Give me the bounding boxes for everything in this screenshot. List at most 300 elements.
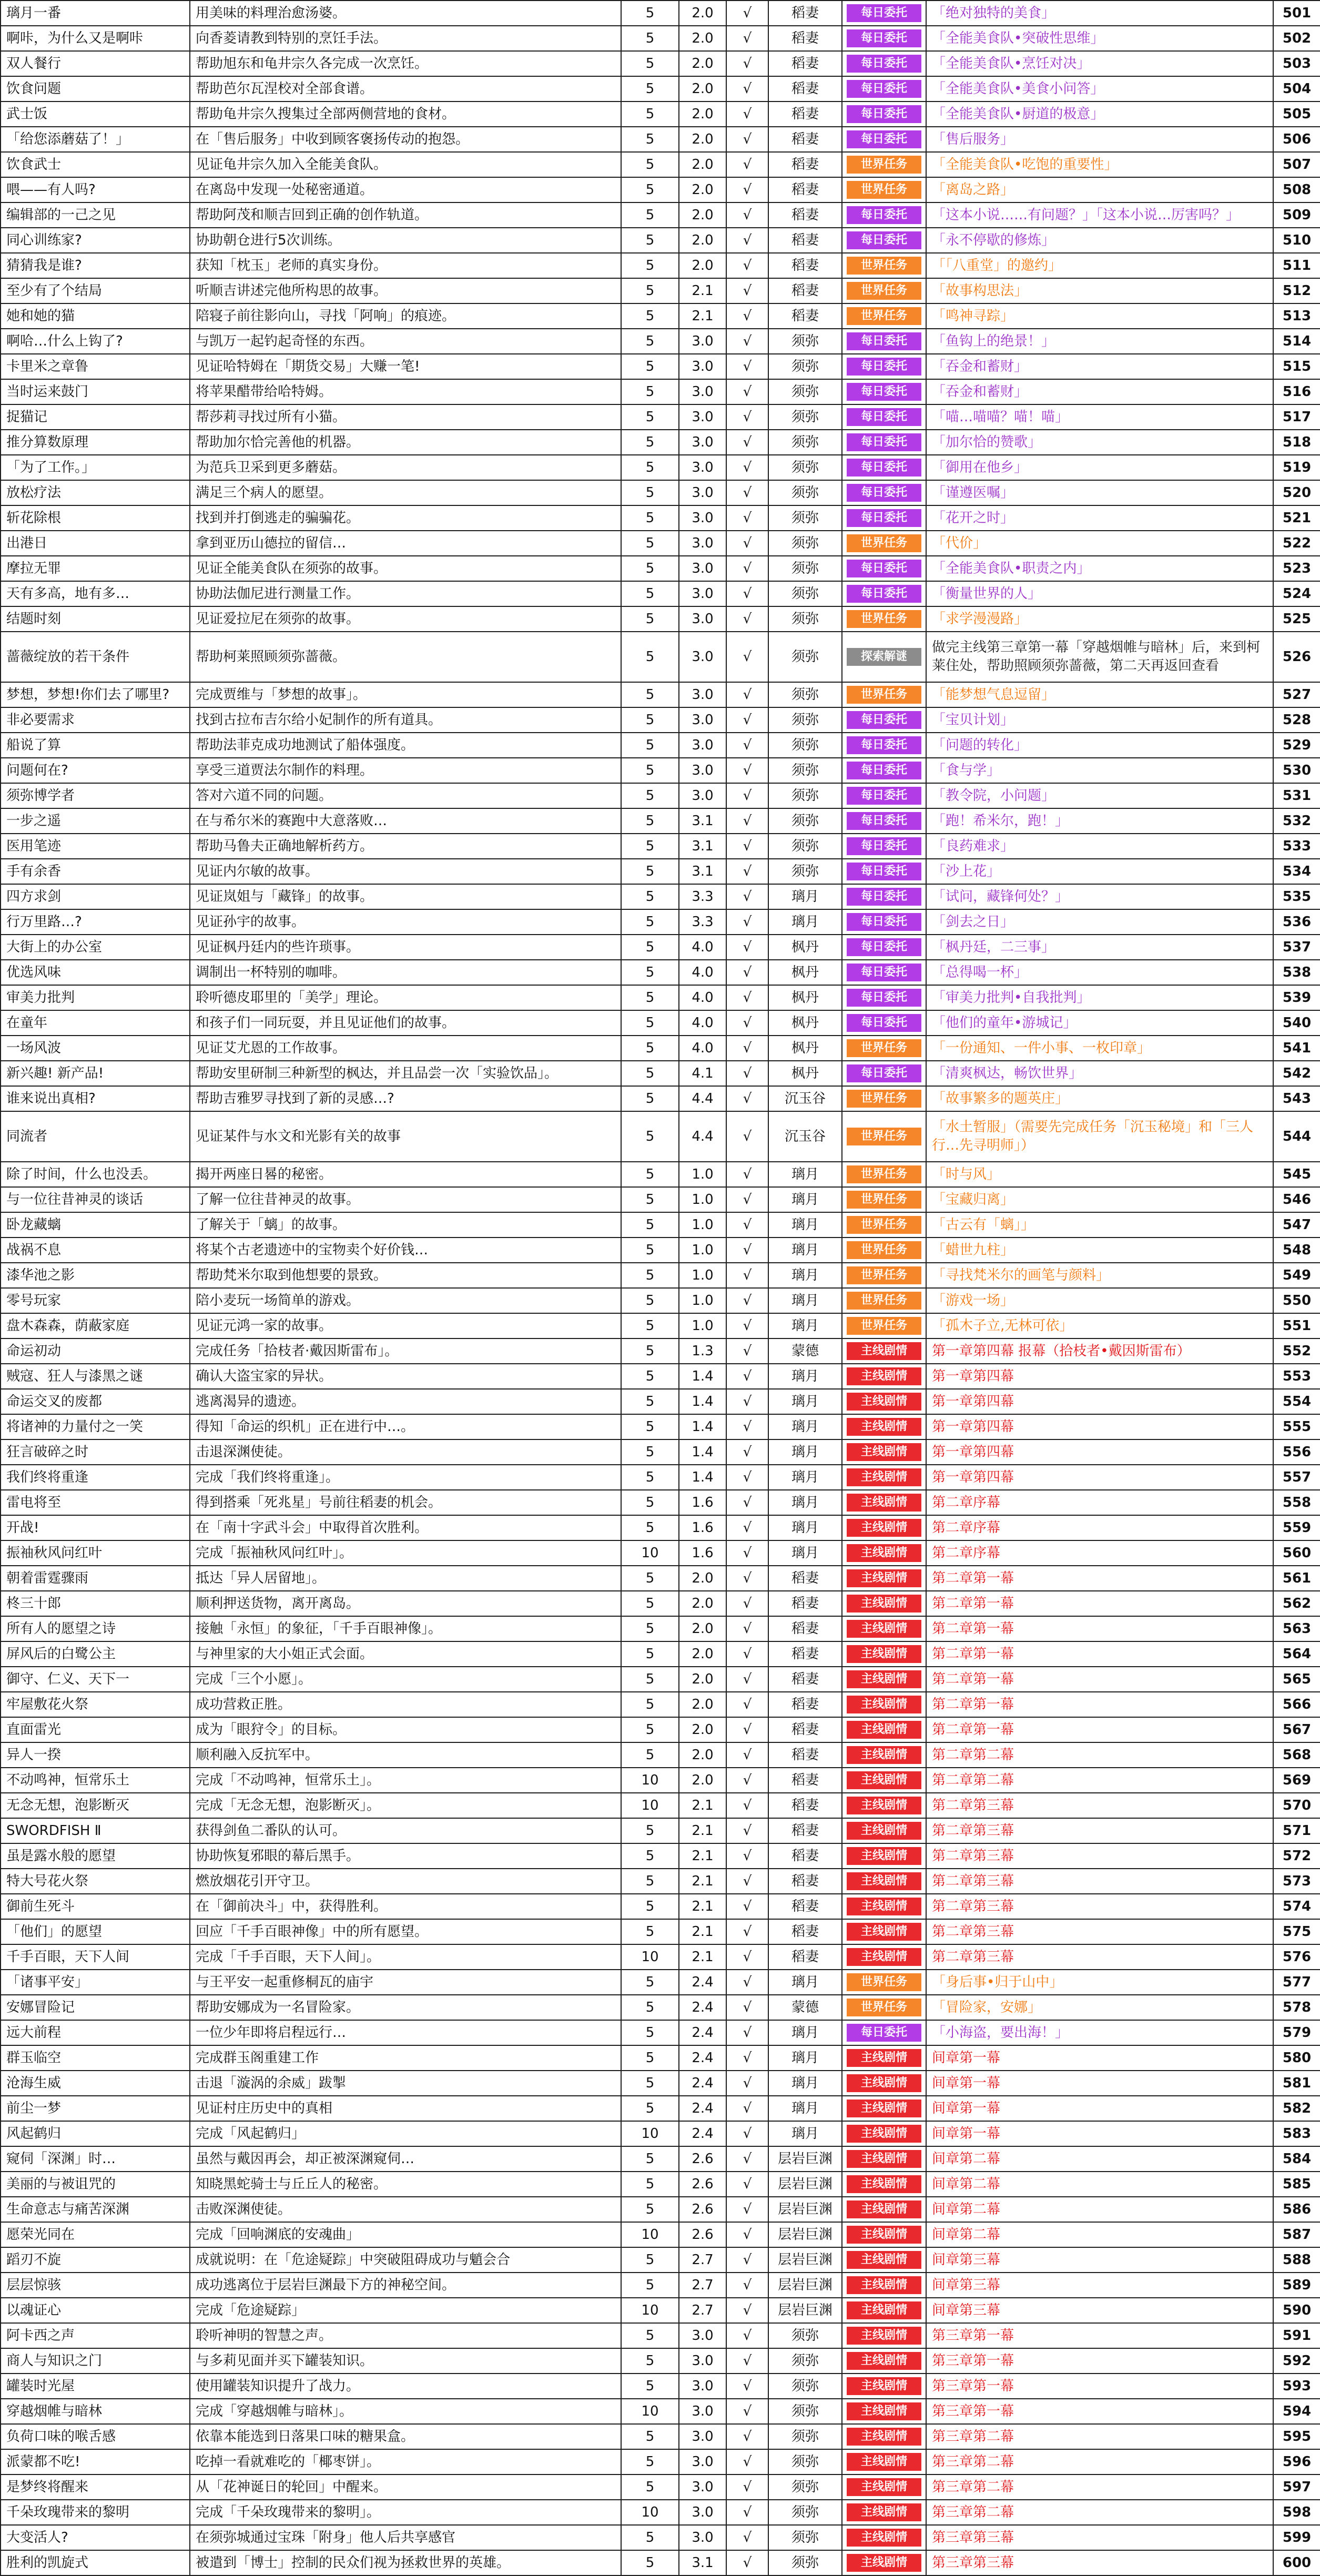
game-version: 2.6: [679, 2146, 726, 2172]
task-name: 「全能美食队•厨道的极意」: [926, 102, 1273, 127]
achievement-name: 四方求剑: [1, 884, 190, 909]
achievement-number: 570: [1273, 1793, 1320, 1818]
completed-check: √: [726, 1439, 768, 1465]
task-type-cell: [842, 2323, 926, 2348]
completed-check: √: [726, 2146, 768, 2172]
achievement-description: 完成「回响渊底的安魂曲」: [190, 2222, 621, 2247]
task-type-cell: [842, 1036, 926, 1061]
game-version: 3.0: [679, 404, 726, 430]
achievement-number: 573: [1273, 1869, 1320, 1894]
task-type-cell: [842, 455, 926, 480]
region: 须弥: [768, 2525, 842, 2550]
primogem-reward: 5: [621, 2247, 679, 2273]
primogem-reward: 5: [621, 1667, 679, 1692]
achievement-number: 578: [1273, 1995, 1320, 2020]
achievement-name: 窥伺「深渊」时…: [1, 2146, 190, 2172]
game-version: 2.6: [679, 2172, 726, 2197]
game-version: 3.0: [679, 505, 726, 531]
achievement-number: 526: [1273, 632, 1320, 682]
game-version: 2.0: [679, 127, 726, 152]
game-version: 2.0: [679, 1667, 726, 1692]
table-row: [1, 2045, 1320, 2071]
table-row: [1, 1869, 1320, 1894]
completed-check: √: [726, 2550, 768, 2575]
achievement-description: 顺利押送货物，离开离岛。: [190, 1591, 621, 1616]
achievement-description: 见证孙宇的故事。: [190, 909, 621, 935]
achievement-number: 539: [1273, 985, 1320, 1010]
table-row: [1, 1843, 1320, 1869]
achievement-number: 536: [1273, 909, 1320, 935]
table-row: [1, 127, 1320, 152]
region: 稻妻: [768, 1768, 842, 1793]
task-type-cell: [842, 834, 926, 859]
table-row: [1, 1742, 1320, 1768]
achievement-description: 完成「振袖秋风问红叶」。: [190, 1540, 621, 1566]
primogem-reward: 5: [621, 1238, 679, 1263]
game-version: 3.0: [679, 2500, 726, 2525]
game-version: 2.0: [679, 1742, 726, 1768]
completed-check: √: [726, 1641, 768, 1667]
task-name: 「代价」: [926, 531, 1273, 556]
completed-check: √: [726, 2374, 768, 2399]
task-name: 第三章第二幕: [926, 2500, 1273, 2525]
region: 璃月: [768, 1364, 842, 1389]
primogem-reward: 5: [621, 354, 679, 379]
task-type-badge: 主线剧情: [847, 1948, 921, 1966]
task-type-cell: [842, 1061, 926, 1086]
achievement-description: 帮助柯莱照顾须弥蔷薇。: [190, 632, 621, 682]
achievement-description: 帮助旭东和龟井宗久各完成一次烹饪。: [190, 51, 621, 76]
table-row: [1, 102, 1320, 127]
task-name: 「沙上花」: [926, 859, 1273, 884]
region: 枫丹: [768, 985, 842, 1010]
region: 稻妻: [768, 51, 842, 76]
completed-check: √: [726, 960, 768, 985]
primogem-reward: 5: [621, 253, 679, 278]
task-name: 第三章第三幕: [926, 2525, 1273, 2550]
achievement-name: 她和她的猫: [1, 303, 190, 329]
primogem-reward: 5: [621, 1414, 679, 1439]
achievement-number: 517: [1273, 404, 1320, 430]
achievement-number: 509: [1273, 202, 1320, 228]
task-type-cell: [842, 26, 926, 51]
primogem-reward: 5: [621, 1086, 679, 1111]
achievement-name: 以魂证心: [1, 2298, 190, 2323]
game-version: 3.3: [679, 909, 726, 935]
task-name: 第三章第二幕: [926, 2449, 1273, 2474]
achievement-description: 调制出一杯特别的咖啡。: [190, 960, 621, 985]
table-row: [1, 228, 1320, 253]
achievement-name: 除了时间，什么也没丢。: [1, 1162, 190, 1187]
region: 璃月: [768, 2045, 842, 2071]
achievement-number: 534: [1273, 859, 1320, 884]
game-version: 1.4: [679, 1439, 726, 1465]
table-row: [1, 2222, 1320, 2247]
primogem-reward: 5: [621, 1490, 679, 1515]
task-type-cell: [842, 632, 926, 682]
task-type-cell: [842, 1591, 926, 1616]
achievement-number: 556: [1273, 1439, 1320, 1465]
completed-check: √: [726, 2222, 768, 2247]
primogem-reward: 5: [621, 480, 679, 505]
achievement-name: 美丽的与被诅咒的: [1, 2172, 190, 2197]
game-version: 2.6: [679, 2222, 726, 2247]
task-type-badge: 主线剧情: [847, 2301, 921, 2319]
primogem-reward: 5: [621, 1288, 679, 1313]
task-type-badge: 每日委托: [847, 1014, 921, 1032]
task-name: 第二章序幕: [926, 1515, 1273, 1540]
achievement-name: 「诸事平安」: [1, 1970, 190, 1995]
table-row: [1, 1919, 1320, 1944]
achievement-name: 饮食武士: [1, 152, 190, 177]
achievement-number: 596: [1273, 2449, 1320, 2474]
table-row: [1, 1970, 1320, 1995]
task-name: 「问题的转化」: [926, 733, 1273, 758]
game-version: 4.0: [679, 960, 726, 985]
completed-check: √: [726, 177, 768, 202]
primogem-reward: 10: [621, 1768, 679, 1793]
completed-check: √: [726, 76, 768, 102]
game-version: 2.7: [679, 2273, 726, 2298]
achievement-description: 成就说明：在「危途疑踪」中突破阻碍成功与魈会合: [190, 2247, 621, 2273]
table-row: [1, 253, 1320, 278]
achievement-number: 542: [1273, 1061, 1320, 1086]
achievement-description: 拿到亚历山德拉的留信…: [190, 531, 621, 556]
region: 稻妻: [768, 1566, 842, 1591]
game-version: 1.6: [679, 1540, 726, 1566]
game-version: 3.1: [679, 808, 726, 834]
region: 璃月: [768, 1439, 842, 1465]
primogem-reward: 5: [621, 1641, 679, 1667]
game-version: 2.0: [679, 152, 726, 177]
achievement-name: 天有多高，地有多…: [1, 581, 190, 606]
task-type-badge: 主线剧情: [847, 1595, 921, 1612]
task-type-cell: [842, 2550, 926, 2575]
task-type-cell: [842, 909, 926, 935]
task-type-cell: [842, 707, 926, 733]
primogem-reward: 5: [621, 1162, 679, 1187]
achievement-name: 将诸神的力量付之一笑: [1, 1414, 190, 1439]
task-type-badge: 世界任务: [847, 1165, 921, 1183]
achievement-number: 591: [1273, 2323, 1320, 2348]
task-type-badge: 每日委托: [847, 837, 921, 855]
completed-check: √: [726, 1338, 768, 1364]
game-version: 2.1: [679, 1894, 726, 1919]
achievement-description: 接触「永恒」的象征，「千手百眼神像」。: [190, 1616, 621, 1641]
task-type-cell: [842, 2525, 926, 2550]
task-type-badge: 每日委托: [847, 938, 921, 956]
table-row: [1, 1263, 1320, 1288]
game-version: 2.1: [679, 1793, 726, 1818]
achievement-name: 群玉临空: [1, 2045, 190, 2071]
primogem-reward: 10: [621, 1540, 679, 1566]
completed-check: √: [726, 228, 768, 253]
task-name: 「宝藏归离」: [926, 1187, 1273, 1212]
completed-check: √: [726, 2348, 768, 2374]
task-type-cell: [842, 404, 926, 430]
achievement-description: 完成「千手百眼，天下人间」。: [190, 1944, 621, 1970]
region: 稻妻: [768, 102, 842, 127]
achievement-name: 大变活人?: [1, 2525, 190, 2550]
primogem-reward: 10: [621, 1944, 679, 1970]
completed-check: √: [726, 531, 768, 556]
game-version: 2.0: [679, 1566, 726, 1591]
game-version: 3.0: [679, 581, 726, 606]
task-name: 第一章第四幕: [926, 1389, 1273, 1414]
task-name: 「这本小说……有问题？」「这本小说…厉害吗？」: [926, 202, 1273, 228]
achievement-description: 使用罐装知识提升了战力。: [190, 2374, 621, 2399]
achievement-name: 一步之遥: [1, 808, 190, 834]
region: 璃月: [768, 1465, 842, 1490]
region: 须弥: [768, 2449, 842, 2474]
task-type-cell: [842, 1717, 926, 1742]
achievement-description: 帮助法菲克成功地测试了船体强度。: [190, 733, 621, 758]
task-name: 第二章第二幕: [926, 1742, 1273, 1768]
achievement-name: 千手百眼，天下人间: [1, 1944, 190, 1970]
region: 稻妻: [768, 1717, 842, 1742]
primogem-reward: 5: [621, 935, 679, 960]
task-name: 「故事构思法」: [926, 278, 1273, 303]
achievement-number: 581: [1273, 2071, 1320, 2096]
task-type-badge: 世界任务: [847, 1317, 921, 1335]
completed-check: √: [726, 1465, 768, 1490]
table-row: [1, 430, 1320, 455]
achievement-number: 580: [1273, 2045, 1320, 2071]
completed-check: √: [726, 152, 768, 177]
completed-check: √: [726, 2424, 768, 2449]
region: 稻妻: [768, 278, 842, 303]
region: 须弥: [768, 505, 842, 531]
completed-check: √: [726, 783, 768, 808]
achievement-name: 审美力批判: [1, 985, 190, 1010]
achievement-name: 所有人的愿望之诗: [1, 1616, 190, 1641]
primogem-reward: 5: [621, 2374, 679, 2399]
game-version: 2.0: [679, 1591, 726, 1616]
task-type-cell: [842, 1010, 926, 1036]
task-type-badge: 每日委托: [847, 130, 921, 148]
task-type-badge: 每日委托: [847, 1064, 921, 1082]
task-type-badge: 主线剧情: [847, 2200, 921, 2218]
completed-check: √: [726, 1036, 768, 1061]
achievement-name: 编辑部的一己之见: [1, 202, 190, 228]
achievement-description: 完成任务「拾枝者·戴因斯雷布」。: [190, 1338, 621, 1364]
achievement-description: 满足三个病人的愿望。: [190, 480, 621, 505]
primogem-reward: 5: [621, 127, 679, 152]
task-name: 「宝贝计划」: [926, 707, 1273, 733]
table-row: [1, 1465, 1320, 1490]
primogem-reward: 5: [621, 884, 679, 909]
game-version: 2.4: [679, 2020, 726, 2045]
achievement-description: 得知「命运的织机」正在进行中…。: [190, 1414, 621, 1439]
achievement-description: 见证爱拉尼在须弥的故事。: [190, 606, 621, 632]
task-type-badge: 每日委托: [847, 332, 921, 350]
primogem-reward: 5: [621, 2424, 679, 2449]
achievement-description: 完成群玉阁重建工作: [190, 2045, 621, 2071]
task-type-badge: 主线剧情: [847, 1569, 921, 1587]
task-type-cell: [842, 1667, 926, 1692]
region: 须弥: [768, 430, 842, 455]
region: 须弥: [768, 682, 842, 707]
task-type-cell: [842, 1490, 926, 1515]
completed-check: √: [726, 1919, 768, 1944]
completed-check: √: [726, 1616, 768, 1641]
achievement-description: 见证艾尤恩的工作故事。: [190, 1036, 621, 1061]
achievement-number: 537: [1273, 935, 1320, 960]
task-type-cell: [842, 1364, 926, 1389]
task-name: 间章第一幕: [926, 2045, 1273, 2071]
region: 稻妻: [768, 26, 842, 51]
region: 璃月: [768, 2071, 842, 2096]
achievement-description: 得到搭乘「死兆星」号前往稻妻的机会。: [190, 1490, 621, 1515]
task-type-cell: [842, 935, 926, 960]
table-row: [1, 1717, 1320, 1742]
table-row: [1, 808, 1320, 834]
game-version: 1.0: [679, 1288, 726, 1313]
task-name: 「售后服务」: [926, 127, 1273, 152]
primogem-reward: 5: [621, 102, 679, 127]
table-row: [1, 76, 1320, 102]
task-type-badge: 每日委托: [847, 585, 921, 603]
task-type-badge: 每日委托: [847, 913, 921, 931]
task-name: 「时与风」: [926, 1162, 1273, 1187]
task-type-badge: 主线剧情: [847, 2074, 921, 2092]
achievement-number: 590: [1273, 2298, 1320, 2323]
achievement-description: 帮助加尔恰完善他的机器。: [190, 430, 621, 455]
game-version: 2.7: [679, 2298, 726, 2323]
task-type-badge: 主线剧情: [847, 2529, 921, 2547]
primogem-reward: 5: [621, 733, 679, 758]
game-version: 2.6: [679, 2197, 726, 2222]
task-name: 「水土暂服」（需要先完成任务「沉玉秘境」和「三人行…先寻明师」）: [926, 1111, 1273, 1162]
table-row: [1, 1061, 1320, 1086]
completed-check: √: [726, 51, 768, 76]
achievement-number: 555: [1273, 1414, 1320, 1439]
task-type-badge: 每日委托: [847, 358, 921, 376]
achievement-number: 574: [1273, 1894, 1320, 1919]
achievement-number: 521: [1273, 505, 1320, 531]
achievement-number: 511: [1273, 253, 1320, 278]
completed-check: √: [726, 2020, 768, 2045]
completed-check: √: [726, 1540, 768, 1566]
task-name: 第三章第一幕: [926, 2399, 1273, 2424]
task-name: 第二章第一幕: [926, 1591, 1273, 1616]
table-row: [1, 1212, 1320, 1238]
achievement-name: 零号玩家: [1, 1288, 190, 1313]
task-type-badge: 世界任务: [847, 282, 921, 300]
completed-check: √: [726, 884, 768, 909]
primogem-reward: 5: [621, 1061, 679, 1086]
achievement-description: 揭开两座日晷的秘密。: [190, 1162, 621, 1187]
task-type-badge: 每日委托: [847, 736, 921, 754]
task-type-cell: [842, 1212, 926, 1238]
primogem-reward: 5: [621, 2273, 679, 2298]
task-type-cell: [842, 228, 926, 253]
table-row: [1, 531, 1320, 556]
table-row: [1, 1667, 1320, 1692]
table-row: [1, 1010, 1320, 1036]
table-row: [1, 581, 1320, 606]
achievement-description: 找到古拉布吉尔给小妃制作的所有道具。: [190, 707, 621, 733]
table-row: [1, 2298, 1320, 2323]
region: 璃月: [768, 1515, 842, 1540]
region: 璃月: [768, 884, 842, 909]
achievement-description: 回应「千手百眼神像」中的所有愿望。: [190, 1919, 621, 1944]
achievement-name: 贼寇、狂人与漆黑之谜: [1, 1364, 190, 1389]
table-row: [1, 278, 1320, 303]
achievement-number: 558: [1273, 1490, 1320, 1515]
task-type-cell: [842, 1919, 926, 1944]
region: 层岩巨渊: [768, 2172, 842, 2197]
task-type-cell: [842, 1742, 926, 1768]
region: 璃月: [768, 2096, 842, 2121]
primogem-reward: 5: [621, 152, 679, 177]
achievement-description: 将苹果醋带给哈特姆。: [190, 379, 621, 404]
region: 须弥: [768, 455, 842, 480]
region: 稻妻: [768, 1944, 842, 1970]
table-row: [1, 202, 1320, 228]
table-row: [1, 152, 1320, 177]
table-row: [1, 2374, 1320, 2399]
primogem-reward: 5: [621, 1692, 679, 1717]
task-name: 「吞金和蓄财」: [926, 379, 1273, 404]
game-version: 3.0: [679, 707, 726, 733]
region: 璃月: [768, 1263, 842, 1288]
task-type-badge: 主线剧情: [847, 1443, 921, 1461]
achievement-name: 船说了算: [1, 733, 190, 758]
table-row: [1, 2500, 1320, 2525]
primogem-reward: 5: [621, 581, 679, 606]
achievement-description: 协助法伽尼进行测量工作。: [190, 581, 621, 606]
achievement-name: 安娜冒险记: [1, 1995, 190, 2020]
region: 须弥: [768, 2399, 842, 2424]
achievement-name: 卧龙藏螭: [1, 1212, 190, 1238]
completed-check: √: [726, 1667, 768, 1692]
region: 层岩巨渊: [768, 2197, 842, 2222]
primogem-reward: 5: [621, 404, 679, 430]
task-type-badge: 主线剧情: [847, 1468, 921, 1486]
achievement-description: 一位少年即将启程远行…: [190, 2020, 621, 2045]
game-version: 1.3: [679, 1338, 726, 1364]
task-type-cell: [842, 1338, 926, 1364]
game-version: 3.0: [679, 329, 726, 354]
game-version: 2.0: [679, 26, 726, 51]
region: 稻妻: [768, 1894, 842, 1919]
achievement-number: 543: [1273, 1086, 1320, 1111]
task-type-badge: 主线剧情: [847, 1872, 921, 1890]
task-type-badge: 主线剧情: [847, 2125, 921, 2143]
game-version: 3.0: [679, 2424, 726, 2449]
achievement-description: 在「御前决斗」中，获得胜利。: [190, 1894, 621, 1919]
task-type-cell: [842, 1843, 926, 1869]
table-row: [1, 2273, 1320, 2298]
completed-check: √: [726, 480, 768, 505]
achievement-name: 狂言破碎之时: [1, 1439, 190, 1465]
primogem-reward: 5: [621, 2474, 679, 2500]
table-row: [1, 909, 1320, 935]
achievement-name: 优选风味: [1, 960, 190, 985]
task-type-cell: [842, 177, 926, 202]
completed-check: √: [726, 1364, 768, 1389]
task-name: 第二章第二幕: [926, 1768, 1273, 1793]
achievement-name: 直面雷光: [1, 1717, 190, 1742]
primogem-reward: 5: [621, 1111, 679, 1162]
achievement-number: 561: [1273, 1566, 1320, 1591]
achievement-number: 571: [1273, 1818, 1320, 1843]
primogem-reward: 5: [621, 2071, 679, 2096]
achievement-number: 593: [1273, 2374, 1320, 2399]
table-row: [1, 51, 1320, 76]
task-type-cell: [842, 606, 926, 632]
